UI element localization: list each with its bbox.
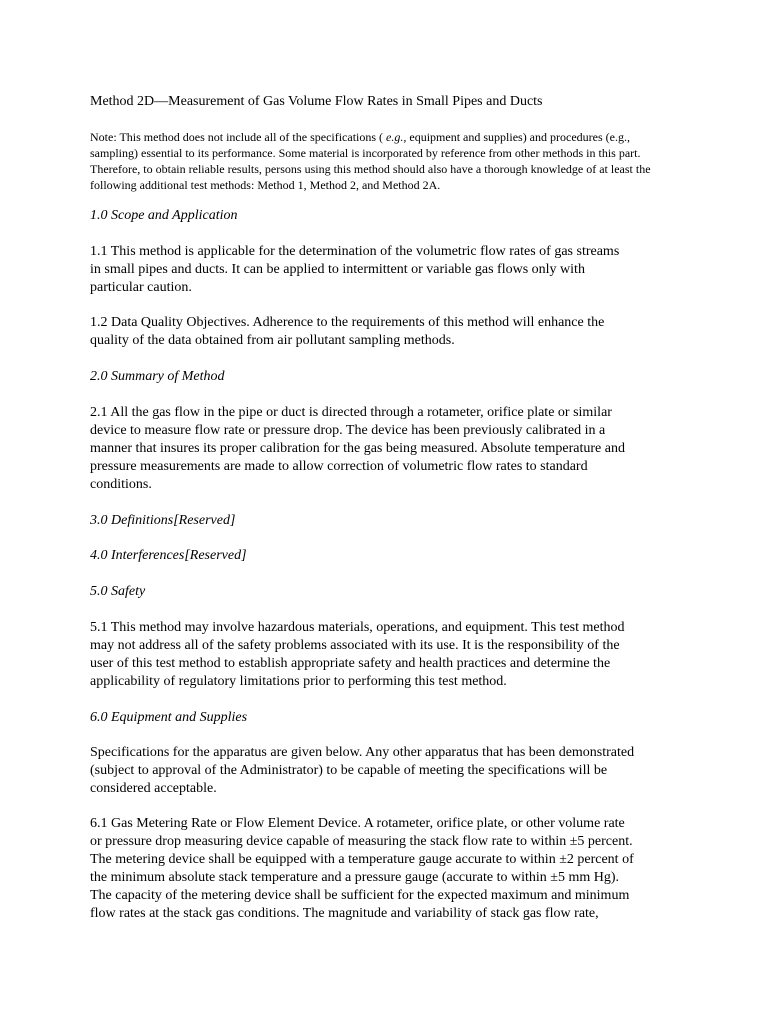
section-heading-4: 4.0 Interferences[Reserved] — [90, 548, 247, 563]
section-heading-2: 2.0 Summary of Method — [90, 369, 225, 384]
paragraph-6-1: 6.1 Gas Metering Rate or Flow Element Device. A rotameter, orifice plate, or other volume rate or pressure drop measuring device capable of measuring the stack flow rate to within ±5 percent. The metering device shall be equipped with a temperature gauge accurate to within ±2 percent of the minimum absolute stack temperature and a pressure gauge (accurate to within ±5 mm Hg). The capacity of the metering device shall be sufficient for the expected maximum and minimum flow rates at the stack gas conditions. The magnitude and variability of stack gas flow rate, — [90, 816, 634, 921]
paragraph-1-1: 1.1 This method is applicable for the determination of the volumetric flow rates of gas streams in small pipes and ducts. It can be applied to intermittent or variable gas flows only with particular caution. — [90, 244, 620, 295]
document-title: Method 2D—Measurement of Gas Volume Flow Rates in Small Pipes and Ducts — [90, 94, 543, 109]
section-heading-5: 5.0 Safety — [90, 584, 146, 599]
paragraph-5-1: 5.1 This method may involve hazardous materials, operations, and equipment. This test method may not address all of the safety problems associated with its use. It is the responsibility of the user of this test method to establish appropriate safety and health practices and determine the applicability of regulatory limitations prior to performing this test method. — [90, 620, 625, 689]
section-heading-6: 6.0 Equipment and Supplies — [90, 710, 248, 725]
section-heading-1: 1.0 Scope and Application — [90, 208, 238, 223]
section-heading-3: 3.0 Definitions[Reserved] — [90, 513, 236, 528]
paragraph-2-1: 2.1 All the gas flow in the pipe or duct is directed through a rotameter, orifice plate or similar device to measure flow rate or pressure drop. The device has been previously calibrated in a manner that insures its proper calibration for the gas being measured. Absolute temperature and pressure measurements are made to allow correction of volumetric flow rates to standard conditions. — [90, 405, 625, 492]
paragraph-6-intro: Specifications for the apparatus are given below. Any other apparatus that has been demonstrated (subject to approval of the Administrator) to be capable of meeting the specifications will be considered acceptable. — [90, 745, 635, 796]
note-paragraph: Note: This method does not include all of the specifications ( e.g., equipment and supplies) and procedures (e.g., sampling) essential to its performance. Some material is incorporated by reference from other methods in this part. Therefore, to obtain reliable results, persons using this method should also have a thorough knowledge of at least the following additional test methods: Method 1, Method 2, and Method 2A. — [90, 130, 651, 192]
paragraph-1-2: 1.2 Data Quality Objectives. Adherence to the requirements of this method will enhance the quality of the data obtained from air pollutant sampling methods. — [90, 315, 605, 348]
